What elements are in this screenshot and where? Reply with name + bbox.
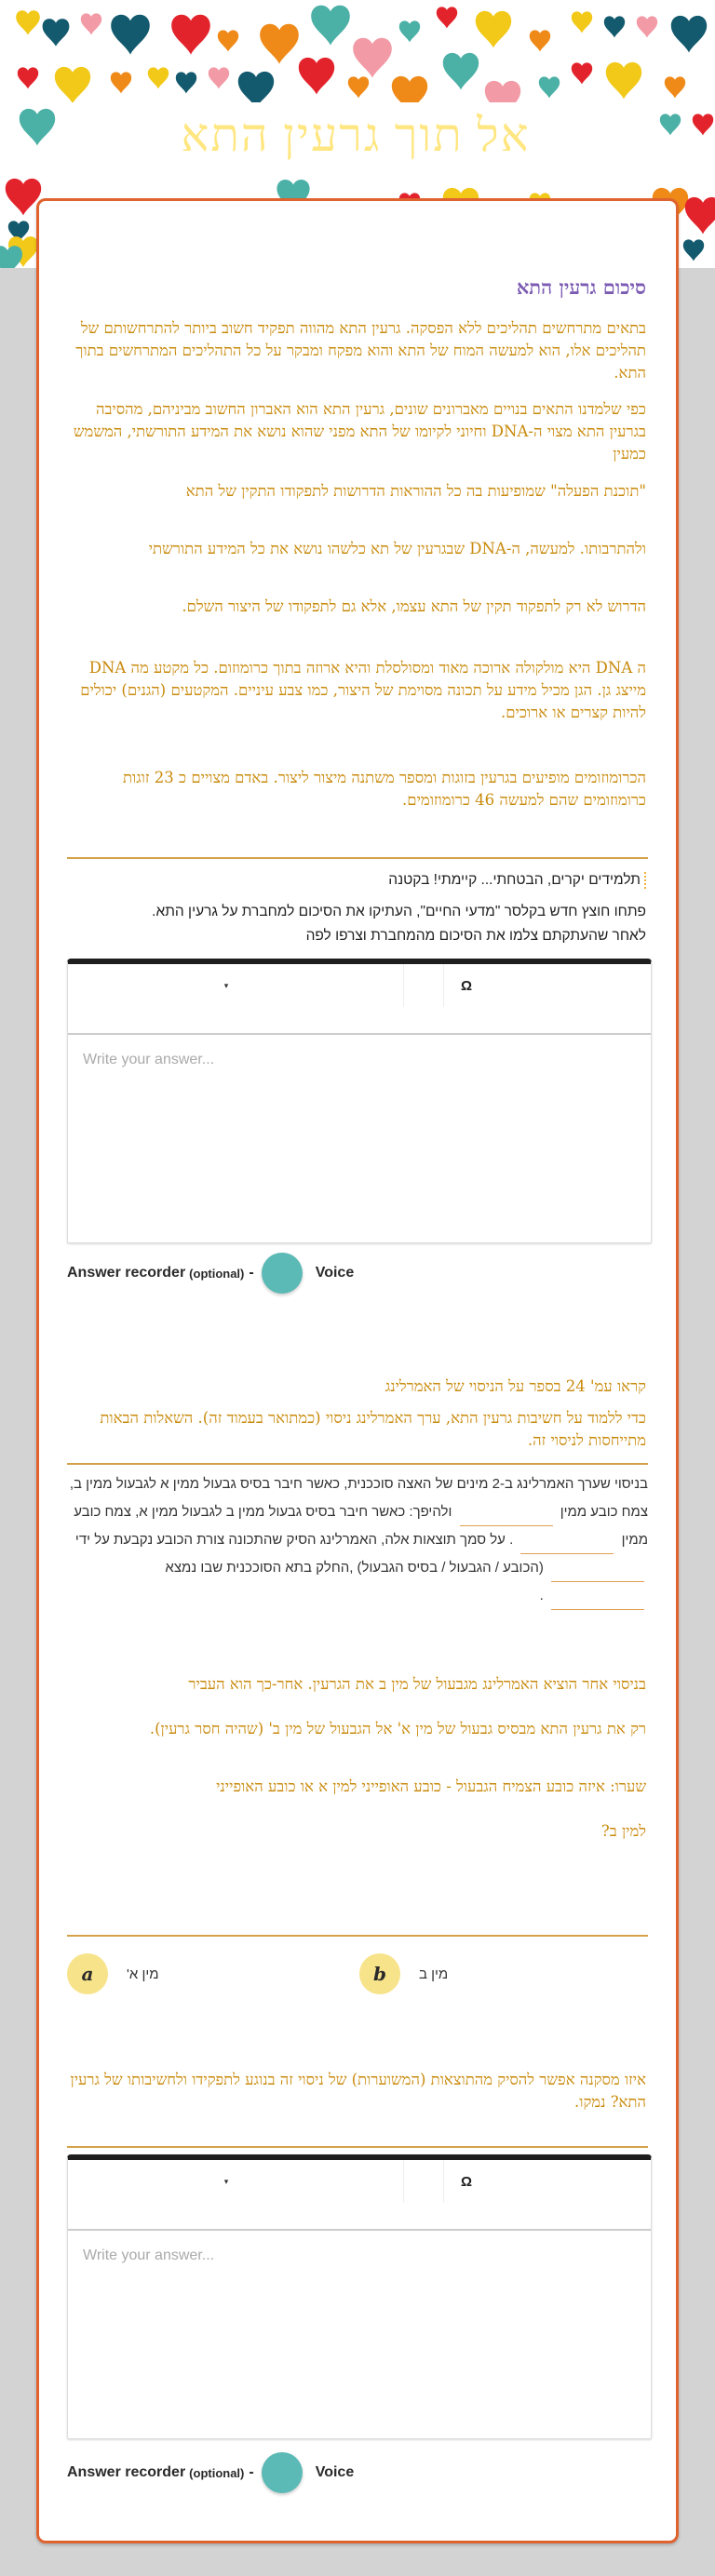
- section-divider: [67, 2146, 648, 2148]
- question2-line-4: למין ב?: [600, 1822, 646, 1840]
- question3-text: איזו מסקנה אפשר להסיק מהתוצאות (המשוערות) של ניסוי זה בנוגע לתפקידו ולחשיבותו של גרעין התא? נמקו.: [70, 2071, 646, 2111]
- summary-paragraph-3: "תוכנת הפעלה" שמופיעות בה כל ההוראות הדרושות לתפקודו התקין של התא: [185, 482, 646, 500]
- fill-in-paragraph: בניסוי שערך האמרלינג ב-2 מינים של האצה סוככנית, כאשר חיבר בסיס גבעול ממין א לגבעול ממין ב, צמח כובע ממין ולהיפך: כאשר חיבר בסיס גבעול ממין ב לגבעול ממין א, צמח כובע ממין . על סמך תוצאות אלה, האמרלינג הסיק שהתכונה צורת הכובע נקבעת על ידי (הכובע / הגבעול / בסיס הגבעול) ,החלק בתא הסוככנית שבו נמצא .: [67, 1470, 648, 1610]
- format-dropdown[interactable]: [68, 964, 384, 1007]
- section-divider: [67, 1463, 648, 1465]
- answer-recorder: [67, 1253, 354, 1294]
- question2-line-1: בניסוי אחר הוציא האמרלינג מגבעול של מין ב את הגרעין. אחר-כך הוא העביר: [188, 1675, 646, 1693]
- toolbar-separator: [403, 964, 404, 1007]
- page-title: אל תוך גרעין התא: [181, 109, 531, 161]
- task-instruction-2: לאחר שהעתקתם צלמו את הסיכום מהמחברת וצרפו לפה: [305, 928, 646, 944]
- record-voice-button[interactable]: [262, 2452, 303, 2493]
- answer-editor-1: [67, 959, 652, 1243]
- answer-textarea[interactable]: [68, 1035, 651, 1238]
- voice-label: Voice: [315, 1265, 355, 1281]
- recorder-label: Answer recorder: [67, 2464, 186, 2480]
- editor-toolbar: [68, 964, 651, 1035]
- toolbar-separator: [443, 2160, 444, 2203]
- toolbar-separator: [403, 2160, 404, 2203]
- fill-blank-1[interactable]: [460, 1508, 553, 1526]
- chevron-down-icon: ▾: [223, 980, 229, 990]
- toolbar-separator: [443, 964, 444, 1007]
- voice-label: Voice: [315, 2464, 355, 2480]
- option-b[interactable]: [359, 1953, 448, 1994]
- chevron-down-icon: ▾: [223, 2176, 229, 2186]
- format-dropdown[interactable]: [68, 2160, 384, 2203]
- option-b-label: מין ב: [419, 1966, 449, 1982]
- option-a-label: מין א': [127, 1966, 159, 1982]
- special-character-button[interactable]: Ω: [460, 977, 473, 994]
- option-b-badge: b: [359, 1953, 400, 1994]
- dotted-marker-icon: [644, 872, 646, 889]
- fill-blank-4[interactable]: [551, 1591, 644, 1610]
- title-banner: [69, 102, 642, 168]
- read-instruction: קראו עמ' 24 בספר על הניסוי של האמרלינג: [384, 1377, 646, 1395]
- experiment-intro: כדי ללמוד על חשיבות גרעין התא, ערך האמרלינג ניסוי (כמתואר בעמוד זה). השאלות הבאות מתייחסות לניסוי זה.: [100, 1409, 646, 1449]
- question2-line-3: שערו: איזה כובע הצמיח הגבעול - כובע האופייני למין א או כובע האופייני: [216, 1778, 646, 1795]
- editor-toolbar: [68, 2160, 651, 2231]
- option-a[interactable]: [67, 1953, 159, 1994]
- answer-recorder: [67, 2452, 354, 2493]
- summary-paragraph-1: בתאים מתרחשים תהליכים ללא הפסקה. גרעין התא מהווה תפקיד חשוב ביותר להתרחשותם של תהליכים אלו, הוא למעשה המוח של התא והוא מפקח ומבקר על כל התהליכים המתרחשים בתוך התא.: [75, 319, 646, 382]
- section-divider: [67, 857, 648, 859]
- record-voice-button[interactable]: [262, 1253, 303, 1294]
- answer-editor-2: [67, 2154, 652, 2439]
- option-a-badge: a: [67, 1953, 108, 1994]
- section-divider: [67, 1935, 648, 1937]
- summary-paragraph-7: הכרומוזומים מופיעים בגרעין בזוגות ומספר משתנה מיצור ליצור. באדם מצויים כ 23 זוגות כרומוזומים שהם למעשה 46 כרומוזומים.: [122, 769, 646, 809]
- summary-paragraph-4: ולהתרבותו. למעשה, ה-DNA שבגרעין של תא כלשהו נושא את כל המידע התורשתי: [148, 540, 646, 557]
- answer-textarea[interactable]: [68, 2231, 651, 2434]
- task-instruction-1: פתחו חוצץ חדש בקלסר "מדעי החיים", העתיקו את הסיכום למחברת על גרעין התא.: [152, 904, 646, 919]
- question2-line-2: רק את גרעין התא מבסיס גבעול של מין א' אל הגבעול של מין ב' (שהיה חסר גרעין).: [149, 1720, 646, 1737]
- recorder-optional: (optional): [189, 2465, 245, 2480]
- summary-heading: סיכום גרעין התא: [516, 275, 646, 299]
- task-intro: תלמידים יקרים, הבטחתי... קיימתי! בקטנה: [69, 867, 646, 892]
- fill-blank-2[interactable]: [520, 1536, 614, 1554]
- fill-blank-3[interactable]: [551, 1563, 644, 1582]
- recorder-optional: (optional): [189, 1266, 245, 1281]
- summary-paragraph-5: הדרוש לא רק לתפקוד תקין של התא עצמו, אלא גם לתפקודו של היצור השלם.: [182, 597, 646, 615]
- recorder-dash: -: [249, 1265, 254, 1281]
- summary-paragraph-6: ה DNA היא מולקולה ארוכה מאוד ומסולסלת והיא ארוזה בתוך כרומוזום. כל מקטע מה DNA מייצג גן. הגן מכיל מידע על תכונה מסוימת של היצור, כמו צבע עיניים. המקטעים (הגנים) יכולים להיות קצרים או ארוכים.: [80, 659, 646, 721]
- special-character-button[interactable]: Ω: [460, 2173, 473, 2190]
- recorder-label: Answer recorder: [67, 1265, 186, 1281]
- summary-paragraph-2: כפי שלמדנו התאים בנויים מאברונים שונים, גרעין התא הוא האברון החשוב מביניהם, מהסיבה בגרעין התא מצוי ה-DNA וחיוני לקיומו של התא מפני שהוא נושא את המידע התורשתי, המשמש כמעין: [73, 400, 646, 463]
- lesson-card: [36, 198, 679, 2543]
- recorder-dash: -: [249, 2464, 254, 2480]
